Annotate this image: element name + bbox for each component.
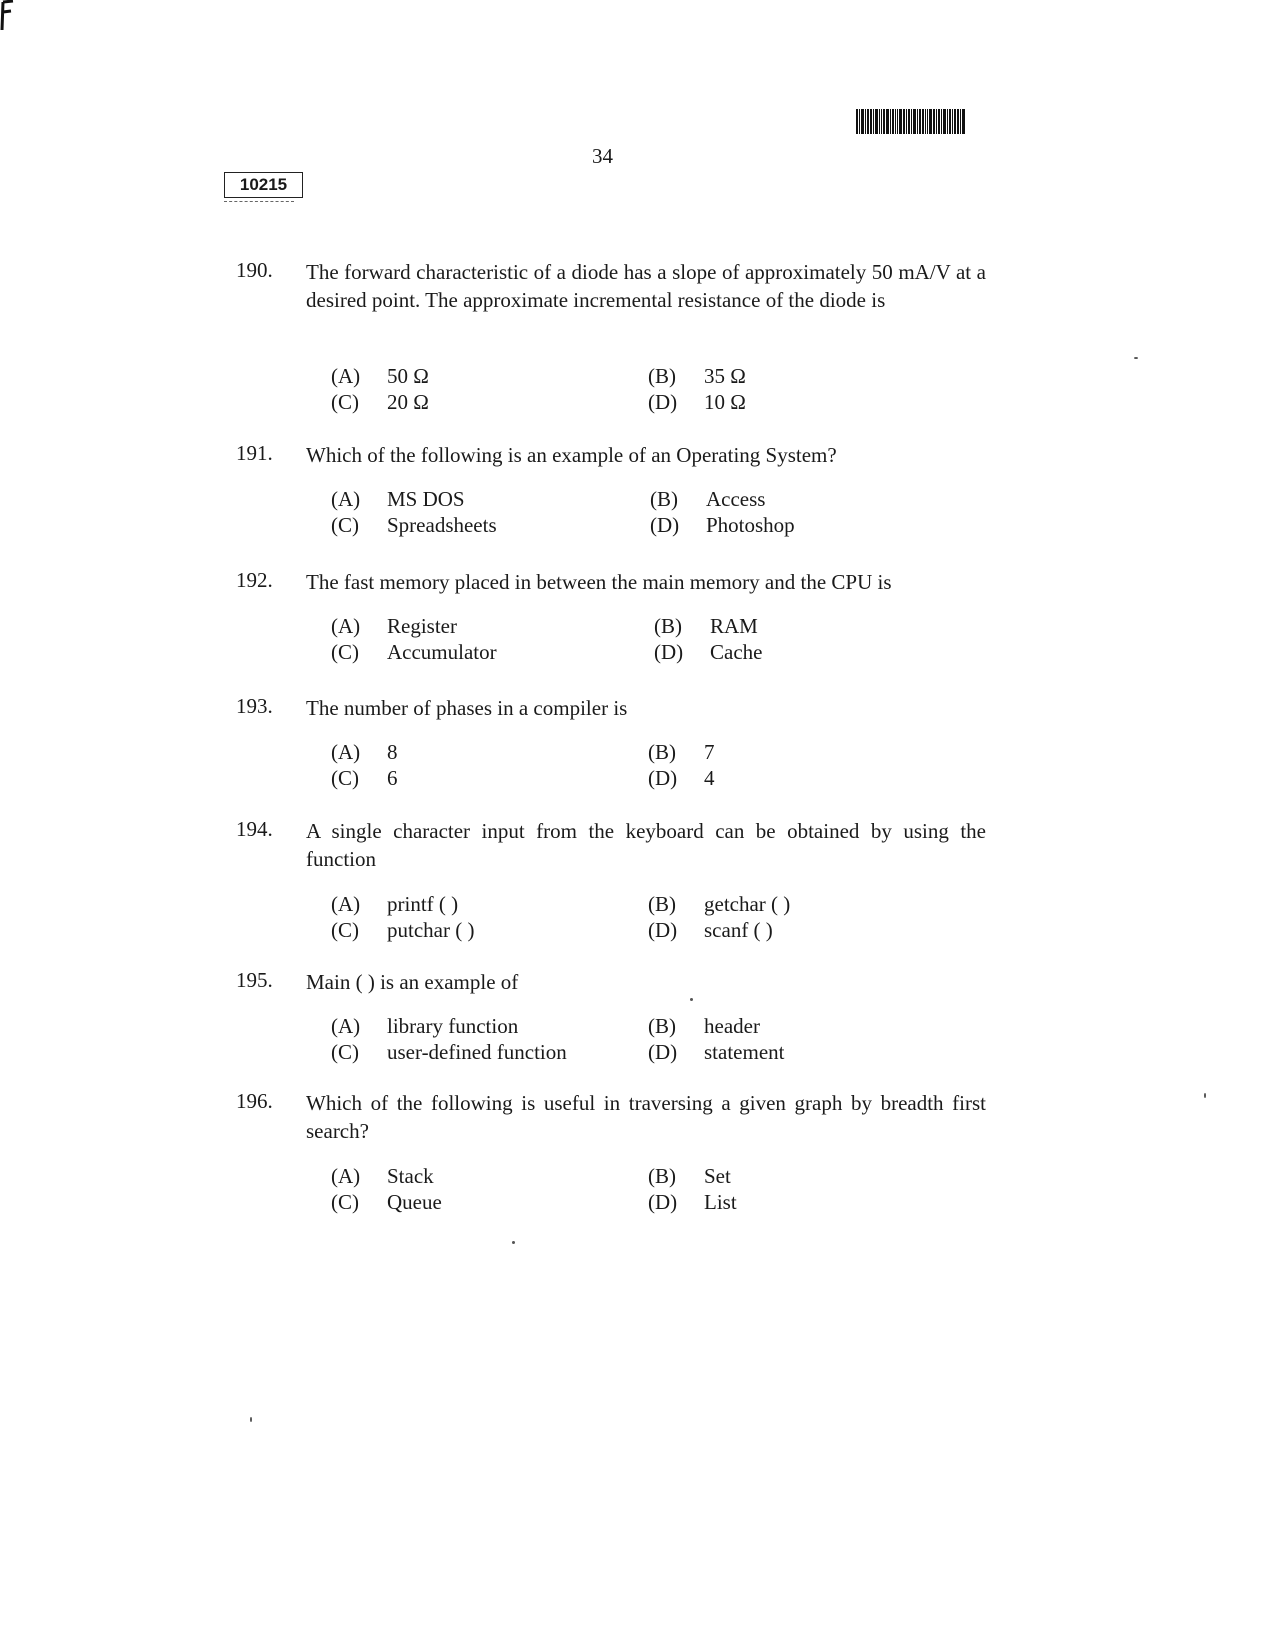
barcode-bar [949,109,951,134]
option-letter: (B) [648,740,676,764]
barcode-bar [943,109,946,134]
option-b[interactable] [648,740,715,765]
barcode-bar [890,109,891,134]
barcode-bar [947,109,948,134]
question-text: The fast memory placed in between the main memory and the CPU is [306,570,892,594]
barcode-bar [903,109,905,134]
option-b[interactable] [648,892,790,917]
option-text: scanf ( ) [704,918,773,942]
barcode-bar [879,109,880,134]
option-letter: (D) [648,766,678,790]
barcode-bar [954,109,956,134]
barcode-bar [873,109,874,134]
option-text: 10 Ω [704,390,746,414]
question-text: The number of phases in a compiler is [306,696,628,720]
code-box-underline [224,201,294,202]
question-number: 194. [236,817,273,841]
option-c[interactable] [331,1190,442,1215]
option-text: Register [387,614,457,638]
question-number: 192. [236,568,273,592]
question-text: Main ( ) is an example of [306,970,519,994]
option-b[interactable] [650,487,765,512]
option-b[interactable] [648,364,746,389]
option-letter: (D) [650,513,680,537]
option-a[interactable] [331,740,398,765]
option-d[interactable] [650,513,795,538]
option-text: Accumulator [387,640,497,664]
option-letter: (D) [654,640,684,664]
question-number: 195. [236,968,273,992]
barcode-bar [859,109,860,134]
barcode-bar [865,109,866,134]
barcode-bar [861,109,864,134]
barcode-bar [960,109,961,134]
option-letter: (C) [331,640,359,664]
barcode-bar [917,109,918,134]
option-letter: (C) [331,513,359,537]
option-text: 4 [704,766,715,790]
option-d[interactable] [648,1040,784,1065]
barcode-bar [929,109,932,134]
barcode-bar [962,109,965,134]
option-letter: (C) [331,1190,359,1214]
option-text: List [704,1190,737,1214]
barcode-bar [919,109,921,134]
option-a[interactable] [331,364,429,389]
question-number: 193. [236,694,273,718]
option-text: Set [704,1164,731,1188]
option-text: 6 [387,766,398,790]
option-a[interactable] [331,892,458,917]
option-text: printf ( ) [387,892,459,916]
barcode-bar [911,109,912,134]
option-letter: (B) [654,614,682,638]
option-letter: (D) [648,390,678,414]
question-text: Which of the following is useful in traversing a given graph by breadth first search? [306,1091,986,1143]
option-text: 35 Ω [704,364,746,388]
option-letter: (B) [648,892,676,916]
option-text: statement [704,1040,785,1064]
scan-speck [1204,1093,1206,1098]
barcode-bar [881,109,882,134]
scan-speck [690,998,693,1001]
option-c[interactable] [331,640,497,665]
option-c[interactable] [331,1040,567,1065]
option-text: Photoshop [706,513,795,537]
barcode-bar [913,109,916,134]
option-a[interactable] [331,1014,518,1039]
option-letter: (B) [650,487,678,511]
option-letter: (A) [331,740,361,764]
option-text: library function [387,1014,519,1038]
option-letter: (A) [331,892,361,916]
option-d[interactable] [648,766,715,791]
scan-speck [250,1417,252,1422]
barcode-bar [886,109,889,134]
option-d[interactable] [654,640,762,665]
option-text: Spreadsheets [387,513,497,537]
option-c[interactable] [331,513,497,538]
option-b[interactable] [648,1164,731,1189]
barcode-bar [952,109,953,134]
option-b[interactable] [654,614,758,639]
option-b[interactable] [648,1014,760,1039]
barcode-bar [906,109,907,134]
barcode-bar [927,109,928,134]
option-letter: (A) [331,364,361,388]
option-a[interactable] [331,1164,434,1189]
option-text: user-defined function [387,1040,567,1064]
barcode-bar [938,109,940,134]
option-text: header [704,1014,760,1038]
option-a[interactable] [331,614,457,639]
option-letter: (D) [648,918,678,942]
option-text: RAM [710,614,758,638]
option-letter: (A) [331,614,361,638]
paper-code-box: 10215 [224,172,303,198]
option-letter: (B) [648,1164,676,1188]
barcode-bar [883,109,885,134]
option-letter: (C) [331,390,359,414]
barcode-bar [895,109,896,134]
option-text: 7 [704,740,715,764]
barcode-bar [933,109,935,134]
option-text: Cache [710,640,763,664]
barcode-bar [957,109,959,134]
option-text: MS DOS [387,487,465,511]
option-text: getchar ( ) [704,892,791,916]
option-letter: (A) [331,487,361,511]
scan-speck [512,1241,515,1244]
option-text: Access [706,487,766,511]
barcode-bar [899,109,902,134]
barcode-bar [908,109,910,134]
option-a[interactable] [331,487,465,512]
option-letter: (B) [648,364,676,388]
option-letter: (C) [331,918,359,942]
barcode-bar [897,109,898,134]
option-letter: (C) [331,1040,359,1064]
corner-mark-icon [0,0,14,32]
barcode-bar [870,109,872,134]
question-number: 190. [236,258,273,282]
barcode-bar [925,109,926,134]
option-d[interactable] [648,390,746,415]
barcode-bar [936,109,937,134]
option-d[interactable] [648,918,773,943]
option-c[interactable] [331,390,429,415]
question-text: The forward characteristic of a diode has a slope of approximately 50 mA/V at a desired point. The approximate incremental resistance of the diode is [306,260,986,312]
option-letter: (C) [331,766,359,790]
option-letter: (D) [648,1040,678,1064]
barcode-bar [941,109,942,134]
option-text: Queue [387,1190,442,1214]
question-text: Which of the following is an example of an Operating System? [306,443,837,467]
barcode-bar [875,109,878,134]
option-text: 8 [387,740,398,764]
question-number: 196. [236,1089,273,1113]
question-number: 191. [236,441,273,465]
option-d[interactable] [648,1190,737,1215]
option-letter: (B) [648,1014,676,1038]
option-c[interactable] [331,918,474,943]
option-text: 50 Ω [387,364,429,388]
option-letter: (A) [331,1014,361,1038]
option-text: putchar ( ) [387,918,475,942]
option-c[interactable] [331,766,398,791]
scan-speck [1134,357,1138,359]
barcode-bar [856,109,858,134]
page-number: 34 [592,144,613,168]
question-text: A single character input from the keyboard can be obtained by using the function [306,819,986,871]
barcode-bar [892,109,894,134]
barcode-bar [867,109,869,134]
option-letter: (D) [648,1190,678,1214]
option-text: 20 Ω [387,390,429,414]
barcode [856,109,993,134]
option-letter: (A) [331,1164,361,1188]
barcode-bar [922,109,924,134]
option-text: Stack [387,1164,434,1188]
